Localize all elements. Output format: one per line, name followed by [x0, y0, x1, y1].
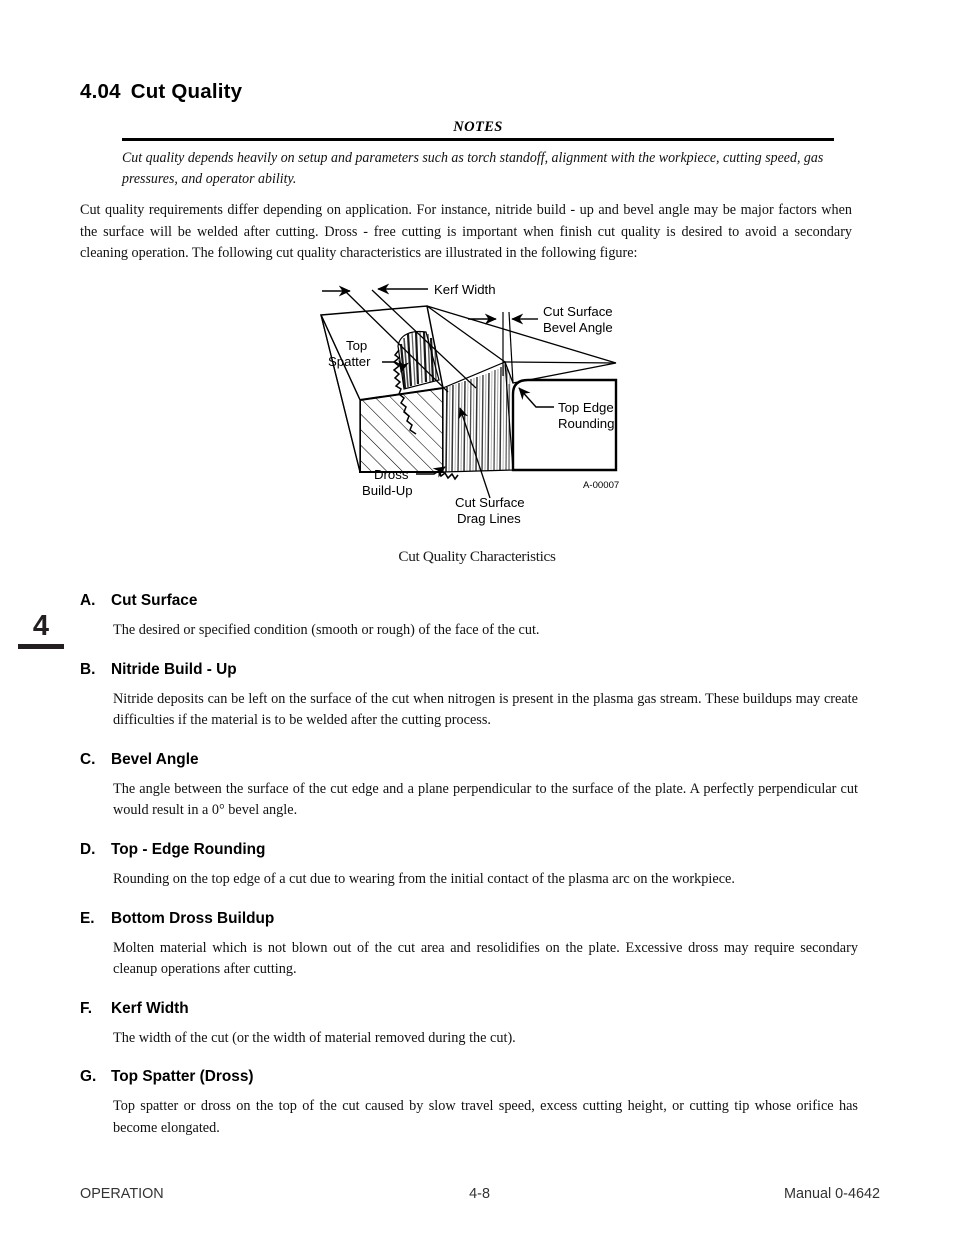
section-number: 4.04	[80, 80, 121, 103]
footer-page-number: 4-8	[469, 1186, 490, 1202]
definition-body: Nitride deposits can be left on the surface of the cut when nitrogen is present in the plasma gas stream. These buildups may create difficulties if the material is to be welded after the cutting process.	[113, 690, 858, 729]
definition-letter: C.	[80, 750, 96, 768]
definition-heading	[80, 910, 880, 928]
definition-title: Bottom Dross Buildup	[111, 909, 275, 927]
definition-item-d	[80, 841, 880, 891]
definition-item-f	[80, 1000, 880, 1050]
page-title	[80, 80, 242, 104]
definition-body: The angle between the surface of the cut edge and a plane perpendicular to the surface of the plate. A perfectly perpendicular cut would result in a 0° bevel angle.	[113, 780, 858, 819]
definition-title: Nitride Build - Up	[111, 660, 237, 678]
drag-lines-label-line1: Cut Surface	[455, 495, 525, 510]
top-edge-rounding-label-line2: Rounding	[558, 416, 615, 431]
dross-buildup-label-line2: Build-Up	[362, 483, 413, 498]
definition-title: Top Spatter (Dross)	[111, 1068, 254, 1086]
definition-body: The desired or specified condition (smooth or rough) of the face of the cut.	[113, 622, 540, 638]
top-spatter-label-line2: Spatter	[328, 354, 371, 369]
definition-body: Molten material which is not blown out of the cut area and resolidifies on the plate. Excessive dross may require secondary cleanup operations after cutting.	[113, 939, 858, 978]
kerf-width-label: Kerf Width	[434, 282, 496, 297]
definition-letter: A.	[80, 592, 96, 609]
top-edge-rounding-label-line1: Top Edge	[558, 400, 614, 415]
cut-face-panel	[443, 362, 513, 472]
page-footer	[80, 1186, 880, 1202]
definition-item-e	[80, 910, 880, 981]
definition-title: Bevel Angle	[111, 750, 199, 768]
notes-text: Cut quality depends heavily on setup and parameters such as torch standoff, alignment with the workpiece, cutting speed, gas pressures, and operator ability.	[122, 149, 824, 188]
dross-buildup-label-line1: Dross	[374, 467, 409, 482]
definition-heading	[80, 751, 880, 769]
diagram-geometry	[321, 282, 619, 526]
definition-item-c	[80, 751, 880, 822]
definition-heading	[80, 1000, 880, 1018]
dross-buildup-edge	[439, 472, 458, 479]
drag-lines-label-line2: Drag Lines	[457, 511, 521, 526]
definition-title: Cut Surface	[111, 592, 198, 609]
definition-title: Kerf Width	[111, 999, 189, 1017]
left-plate-front-face-hatched	[360, 388, 443, 472]
definition-letter: B.	[80, 660, 96, 678]
definition-body: Top spatter or dross on the top of the cut caused by slow travel speed, excess cutting height, or cutting tip whose orifice has become elongated.	[113, 1098, 858, 1137]
definition-letter: D.	[80, 841, 96, 859]
chapter-tab-bar	[18, 644, 64, 649]
definition-letter: E.	[80, 909, 95, 927]
figure-caption: Cut Quality Characteristics	[398, 548, 556, 565]
cut-quality-diagram	[300, 276, 660, 536]
definition-heading	[80, 841, 880, 859]
footer-manual-number: Manual 0-4642	[783, 1186, 880, 1202]
section-title-text: Cut Quality	[130, 80, 243, 103]
definition-item-g	[80, 1068, 880, 1139]
notes-label: NOTES	[453, 119, 503, 135]
bevel-angle-label-line2: Bevel Angle	[543, 320, 613, 335]
definition-letter: F.	[80, 999, 92, 1017]
definition-heading	[80, 1068, 880, 1086]
definition-title: Top - Edge Rounding	[111, 841, 266, 859]
definition-heading	[80, 661, 880, 679]
definition-item-a	[80, 592, 880, 642]
intro-paragraph: Cut quality requirements differ depending on application. For instance, nitride build - up and bevel angle may be major factors when the surface will be welded after cutting. Dross - free cutting is important when finish cut quality is desired to avoid a secondary cleaning operation. The following cut quality characteristics are illustrated in the following figure:	[80, 202, 852, 262]
bevel-angle-label-line1: Cut Surface	[543, 304, 613, 319]
definition-body: The width of the cut (or the width of material removed during the cut).	[113, 1029, 516, 1046]
chapter-tab	[18, 612, 64, 649]
footer-section-name: OPERATION	[80, 1186, 164, 1202]
notes-callout	[122, 120, 834, 191]
notes-divider	[122, 138, 834, 141]
definition-item-b	[80, 661, 880, 732]
chapter-number: 4	[32, 610, 50, 642]
top-spatter-label-line1: Top	[346, 338, 368, 353]
definition-list	[80, 592, 880, 1140]
figure-reference-id: A-00007	[583, 480, 620, 491]
definition-heading	[80, 592, 880, 610]
definition-letter: G.	[80, 1068, 97, 1086]
definition-body: Rounding on the top edge of a cut due to wearing from the initial contact of the plasma arc on the workpiece.	[113, 871, 735, 888]
